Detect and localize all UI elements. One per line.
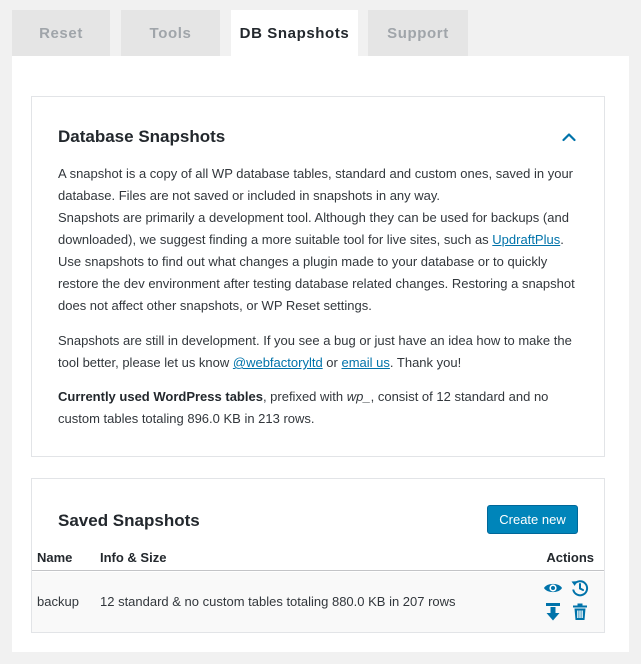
- note-text: Snapshots are still in development. If you see a bug or just have an idea how to make the tool better, please let us know: [58, 333, 572, 370]
- column-actions: Actions: [546, 550, 594, 565]
- database-snapshots-title: Database Snapshots: [58, 127, 226, 146]
- database-snapshots-card: [31, 96, 605, 457]
- current-tables-label: Currently used WordPress tables: [58, 389, 263, 404]
- description-text: . Use snapshots to find out what changes a plugin made to your database or to quickly restore the dev environment after testing database related changes. Restoring a snapshot does not affect other snapshots, or WP Reset settings.: [58, 232, 575, 313]
- tables-text: , consist of 12 standard and no custom tables totaling 896.0 KB in 213 rows.: [58, 389, 549, 426]
- create-new-button[interactable]: Create new: [487, 505, 578, 534]
- saved-snapshots-card: [31, 478, 605, 633]
- description-text: Snapshots are primarily a development tool. Although they can be used for backups (and downloaded), we suggest finding a more suitable tool for live sites, such as: [58, 210, 569, 247]
- email-us-link[interactable]: email us: [341, 355, 390, 370]
- column-info-size: Info & Size: [100, 550, 167, 565]
- tab-tools[interactable]: Tools: [121, 10, 220, 56]
- webfactoryltd-link[interactable]: @webfactoryltd: [232, 355, 323, 370]
- current-tables-info: [58, 386, 584, 430]
- snapshots-table-header: [32, 547, 604, 571]
- note-text: . Thank you!: [389, 355, 462, 370]
- tab-reset[interactable]: Reset: [12, 10, 110, 56]
- tables-text: , prefixed with: [262, 389, 347, 404]
- trash-icon[interactable]: [570, 602, 590, 622]
- description-text: A snapshot is a copy of all WP database tables, standard and custom ones, saved in your database. Files are not saved or included in snapshots in any way.: [58, 166, 574, 203]
- chevron-up-icon[interactable]: [562, 130, 576, 144]
- updraftplus-link[interactable]: UpdraftPlus: [492, 232, 561, 247]
- note-text: or: [322, 355, 342, 370]
- tab-panel: [12, 56, 629, 652]
- development-note: [58, 330, 584, 374]
- download-icon[interactable]: [543, 602, 563, 622]
- eye-icon[interactable]: [543, 578, 563, 598]
- tab-support[interactable]: Support: [368, 10, 468, 56]
- snapshot-info: 12 standard & no custom tables totaling 880.0 KB in 207 rows: [100, 594, 456, 609]
- column-name: Name: [37, 550, 73, 565]
- snapshot-name: backup: [37, 594, 79, 609]
- saved-snapshots-title: Saved Snapshots: [58, 511, 200, 530]
- snapshot-description: [58, 163, 584, 317]
- table-row: [32, 572, 604, 632]
- history-icon[interactable]: [570, 578, 590, 598]
- table-prefix: wp_: [346, 389, 371, 404]
- tab-db-snapshots[interactable]: DB Snapshots: [231, 10, 358, 57]
